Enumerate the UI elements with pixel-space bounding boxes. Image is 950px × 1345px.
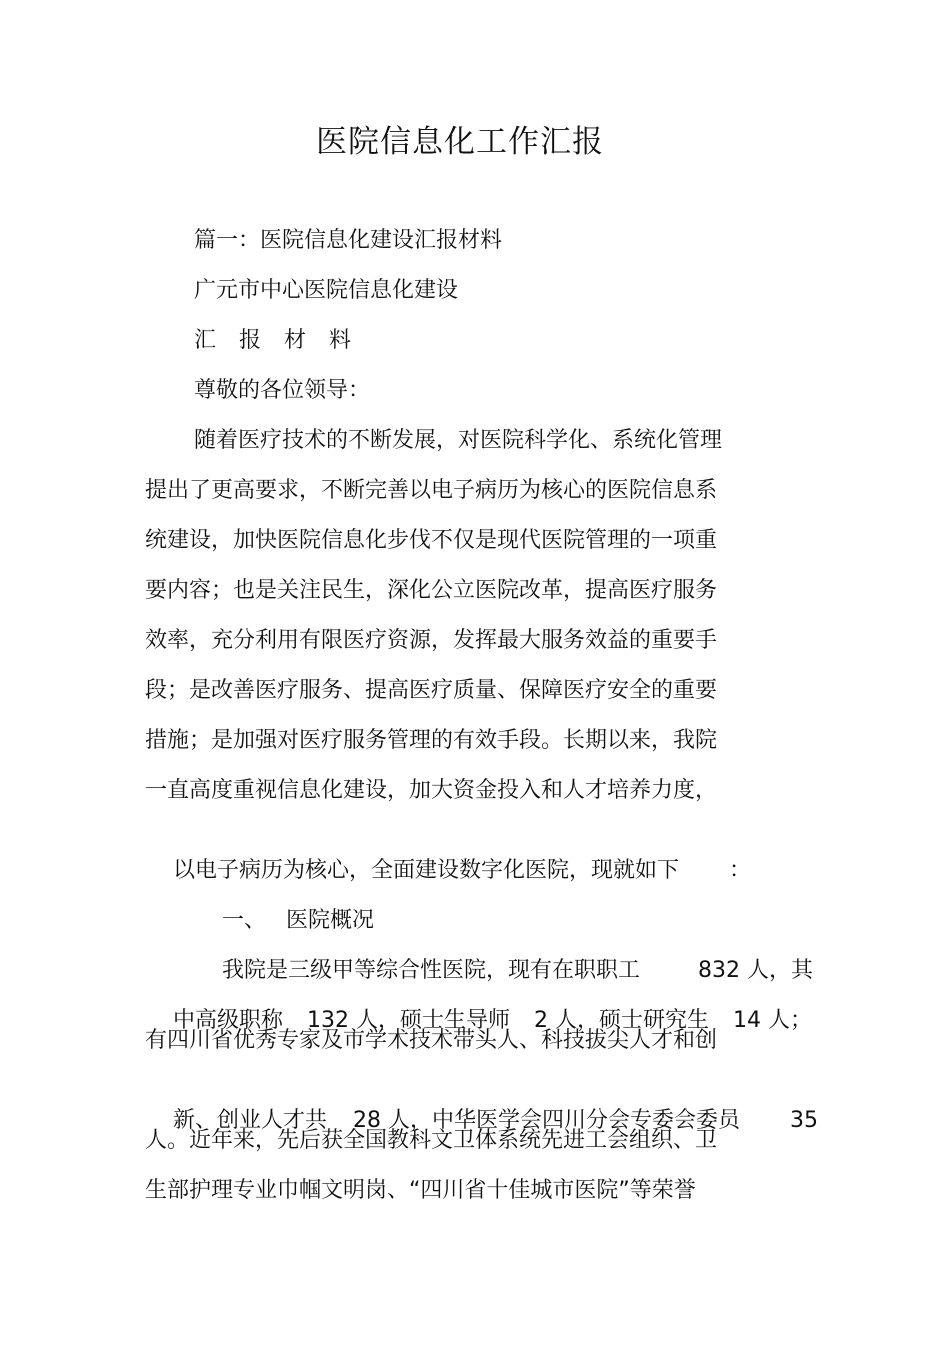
paragraph-line: 措施；是加强对医疗服务管理的有效手段。长期以来，我院 [145,728,718,753]
paragraph-line: 人。近年来，先后获全国教科文卫体系统先进工会组织、卫 [145,1128,718,1153]
paragraph-text: 2 人，硕士研究生 [534,1008,709,1033]
paragraph-line: 效率，充分利用有限医疗资源，发挥最大服务效益的重要手 [145,628,718,653]
paragraph-text: ： [729,858,752,883]
section-number: 一、 [221,908,266,933]
paragraph-text: 我院是三级甲等综合性医院，现有在职职工 [221,958,640,983]
paragraph-line: 广元市中心医院信息化建设 [194,278,459,303]
paragraph-line: 篇一：医院信息化建设汇报材料 [194,228,503,253]
paragraph-line: 尊敬的各位领导： [194,378,371,403]
paragraph-line: 提出了更高要求，不断完善以电子病历为核心的医院信息系 [145,478,718,503]
document-title: 医院信息化工作汇报 [316,124,604,160]
section-title: 医院概况 [286,908,375,933]
paragraph-line: 一直高度重视信息化建设，加大资金投入和人才培养力度， [145,778,718,803]
paragraph-text: 中高级职称 [172,1008,283,1033]
paragraph-text: 35 [790,1108,818,1133]
paragraph-text: 132 人，硕士生导师 [307,1008,510,1033]
paragraph-text: 以电子病历为核心，全面建设数字化医院，现就如下 [172,858,679,883]
paragraph-text: 新、创业人才共 [172,1108,327,1133]
paragraph-text: 14 人； [733,1008,812,1033]
paragraph-line: 要内容；也是关注民生，深化公立医院改革，提高医疗服务 [145,578,718,603]
paragraph-line: 有四川省优秀专家及市学术技术带头人、科技拔尖人才和创 [145,1028,718,1053]
paragraph-line: 统建设，加快医院信息化步伐不仅是现代医院管理的一项重 [145,528,718,553]
paragraph-text: 832 人，其 [698,958,813,983]
paragraph-line: 汇 报 材 料 [194,328,359,353]
paragraph-text: 28 人，中华医学会四川分会专委会委员 [353,1108,740,1133]
paragraph-line: 段；是改善医疗服务、提高医疗质量、保障医疗安全的重要 [145,678,718,703]
paragraph-line: 生部护理专业巾帼文明岗、“四川省十佳城市医院”等荣誉 [145,1178,696,1203]
paragraph-line: 随着医疗技术的不断发展，对医院科学化、系统化管理 [194,428,723,453]
